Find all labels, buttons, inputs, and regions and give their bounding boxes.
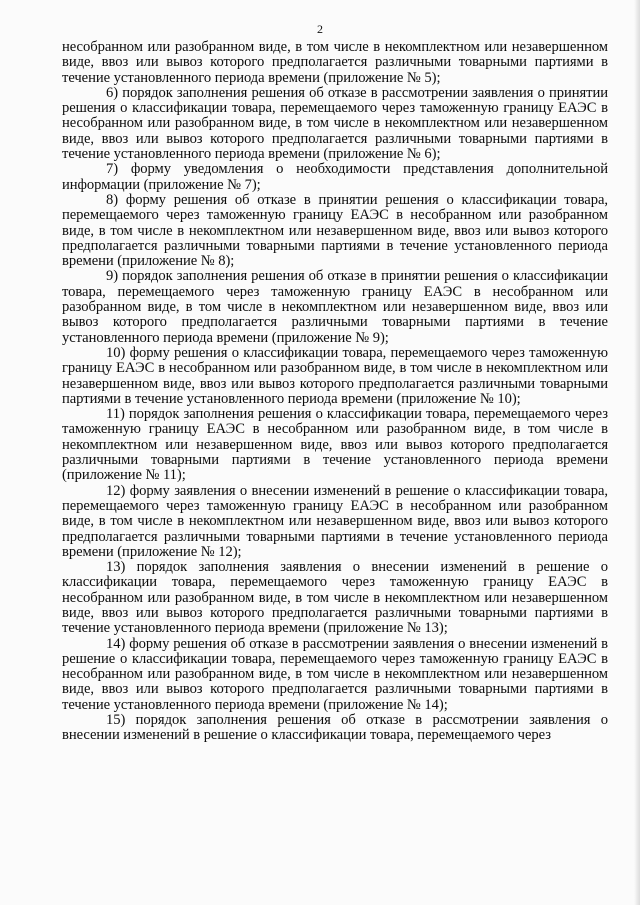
paragraph-item-9: 9) порядок заполнения решения об отказе в принятии решения о классификации товара, перемещаемого через таможенную границу ЕАЭС в несобранном или разобранном виде, в том числе в некомплектном или незавершенном виде, ввоз или вывоз которого предполагается различными товарными партиями в течение установленного периода времени (приложение № 9); <box>62 268 608 346</box>
page-edge-shadow <box>634 0 640 905</box>
paragraph-item-11: 11) порядок заполнения решения о классификации товара, перемещаемого через таможенную границу ЕАЭС в несобранном или разобранном виде, в том числе в некомплектном или незавершенном виде, ввоз или вывоз которого предполагается различными товарными партиями в течение установленного периода времени (приложение № 11); <box>62 406 608 484</box>
paragraph-continuation: несобранном или разобранном виде, в том числе в некомплектном или незавершенном виде, ввоз или вывоз которого предполагается различными товарными партиями в течение установленного периода времени (приложение № 5); <box>62 39 608 86</box>
paragraph-item-6: 6) порядок заполнения решения об отказе в рассмотрении заявления о принятии решения о классификации товара, перемещаемого через таможенную границу ЕАЭС в несобранном или разобранном виде, в том числе в некомплектном или незавершенном виде, ввоз или вывоз которого предполагается различными товарными партиями в течение установленного периода времени (приложение № 6); <box>62 84 608 163</box>
document-body <box>62 40 608 744</box>
paragraph-item-8: 8) форму решения об отказе в принятии решения о классификации товара, перемещаемого через таможенную границу ЕАЭС в несобранном или разобранном виде, в том числе в некомплектном или незавершенном виде, ввоз или вывоз которого предполагается различными товарными партиями в течение установленного периода времени (приложение № 8); <box>62 191 608 270</box>
paragraph-item-13: 13) порядок заполнения заявления о внесении изменений в решение о классификации товара, перемещаемого через таможенную границу ЕАЭС в несобранном или разобранном виде, в том числе в некомплектном или незавершенном виде, ввоз или вывоз которого предполагается различными товарными партиями в течение установленного периода времени (приложение № 13); <box>62 559 608 637</box>
paragraph-item-14: 14) форму решения об отказе в рассмотрении заявления о внесении изменений в решение о классификации товара, перемещаемого через таможенную границу ЕАЭС в несобранном или разобранном виде, в том числе в некомплектном или незавершенном виде, ввоз или вывоз которого предполагается различными товарными партиями в течение установленного периода времени (приложение № 14); <box>62 635 608 713</box>
paragraph-item-15: 15) порядок заполнения решения об отказе в рассмотрении заявления о внесении изменений в решение о классификации товара, перемещаемого через <box>62 712 608 744</box>
page-number: 2 <box>317 22 323 36</box>
paragraph-item-12: 12) форму заявления о внесении изменений в решение о классификации товара, перемещаемого через таможенную границу ЕАЭС в несобранном или разобранном виде, в том числе в некомплектном или незавершенном виде, ввоз или вывоз которого предполагается различными товарными партиями в течение установленного периода времени (приложение № 12); <box>62 482 608 560</box>
paragraph-item-10: 10) форму решения о классификации товара, перемещаемого через таможенную границу ЕАЭС в несобранном или разобранном виде, в том числе в некомплектном или незавершенном виде, ввоз или вывоз которого предполагается различными товарными партиями в течение установленного периода времени (приложение № 10); <box>62 344 608 407</box>
paragraph-item-7: 7) форму уведомления о необходимости представления дополнительной информации (приложение № 7); <box>62 161 608 193</box>
